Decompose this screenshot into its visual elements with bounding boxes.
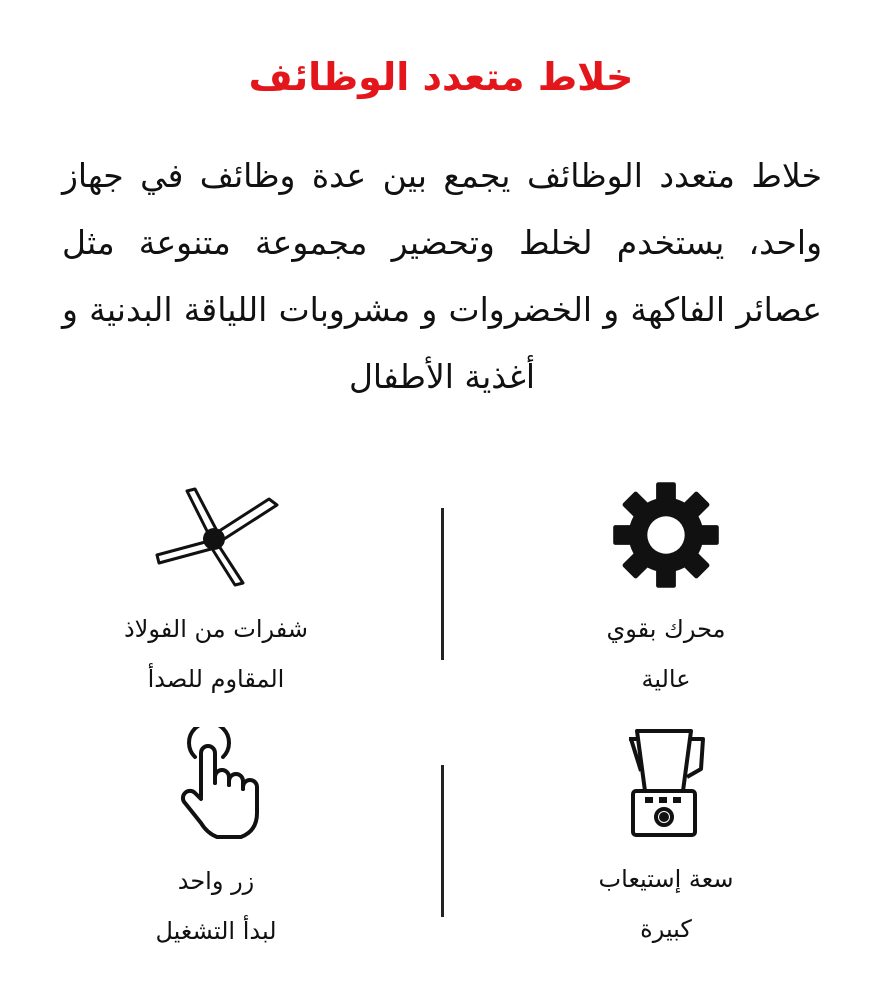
feature-motor-line1: محرك بقوي [606,615,726,643]
feature-button-line1: زر واحد [177,867,255,895]
feature-divider-top [441,508,444,660]
page-title: خلاط متعدد الوظائف [248,55,634,99]
feature-motor-line2: عالية [641,665,691,693]
feature-divider-bottom [441,765,444,917]
feature-one-button [66,727,366,956]
feature-motor [516,480,816,704]
blade-icon [151,485,281,590]
gear-icon [611,480,721,590]
blender-jar-icon [611,725,721,840]
feature-jar-line1: سعة إستيعاب [598,865,734,893]
feature-blades-line2: المقاوم للصدأ [147,665,285,693]
feature-button-line2: لبدأ التشغيل [155,917,277,945]
feature-jar-line2: كبيرة [640,915,692,943]
feature-jar-capacity [516,725,816,954]
feature-blades [66,485,366,704]
feature-blades-line1: شفرات من الفولاذ [123,615,309,643]
product-description: خلاط متعدد الوظائف يجمع بين عدة وظائف في جهاز واحد، يستخدم لخلط وتحضير مجموعة متنوعة مثل عصائر الفاكهة و الخضروات و مشروبات اللياقة البدنية و أغذية الأطفال [62,156,822,396]
finger-press-icon [161,727,271,842]
